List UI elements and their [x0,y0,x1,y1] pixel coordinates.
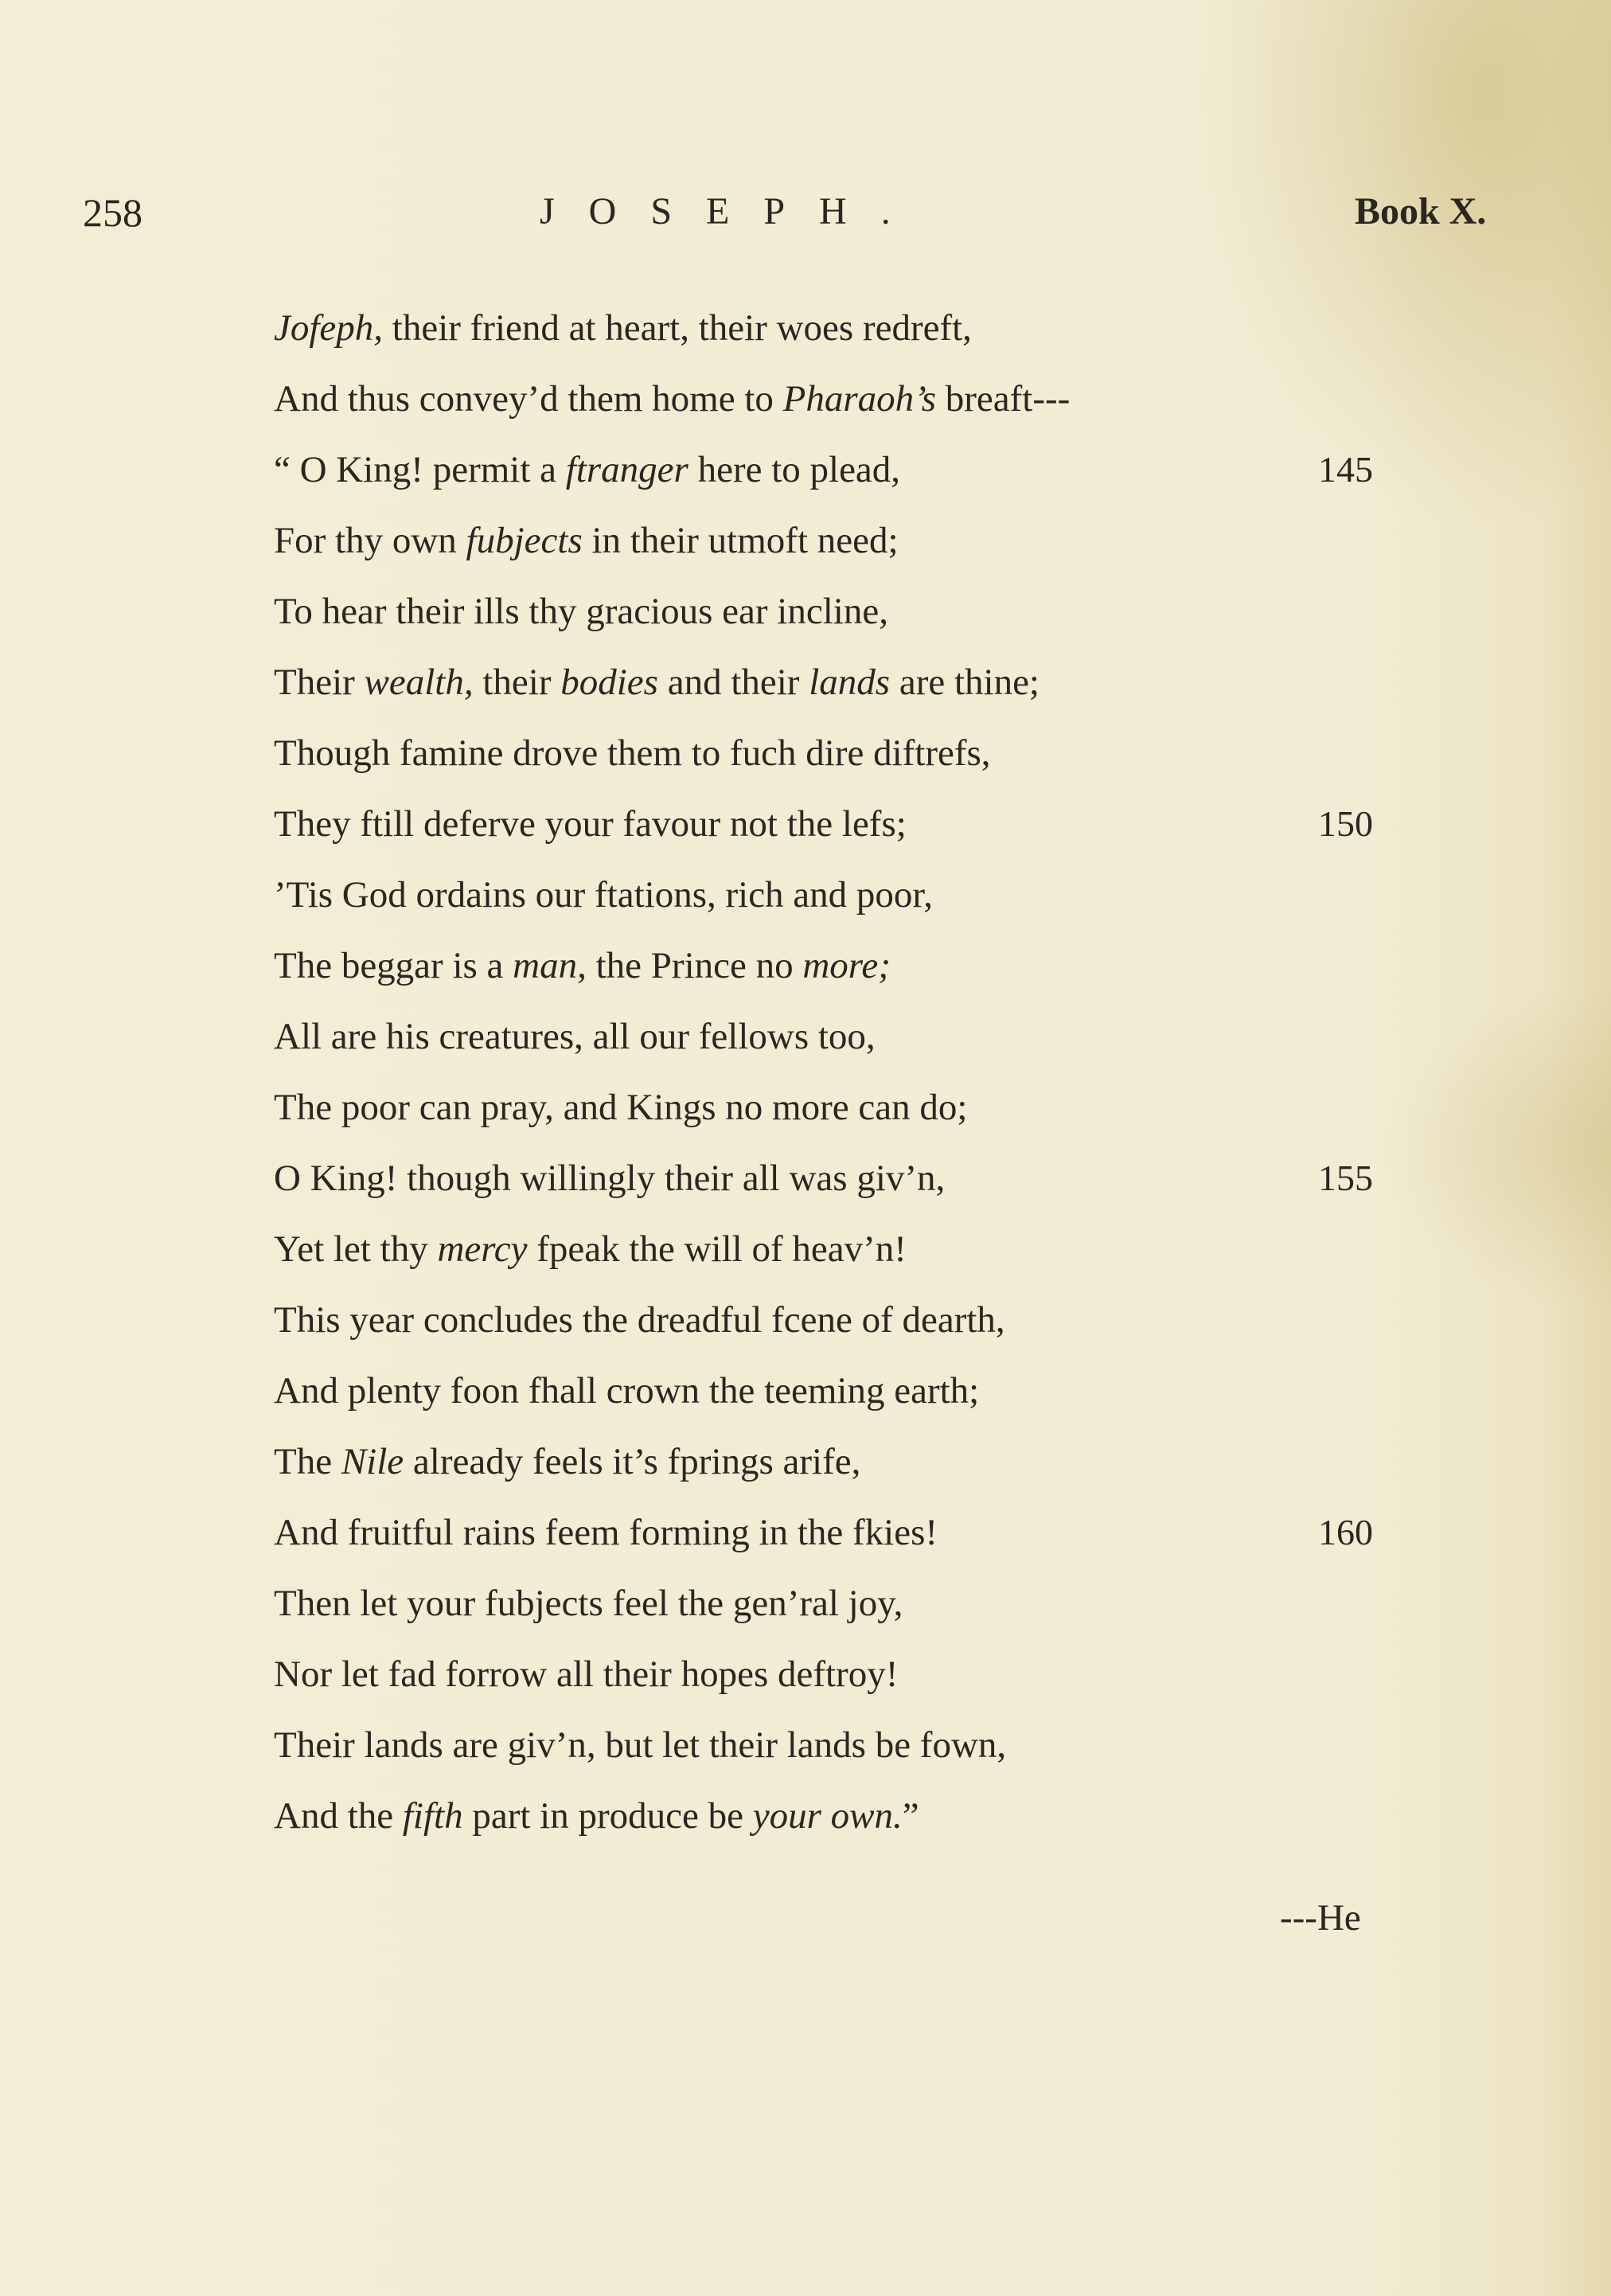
verse-text: And thus convey’d them home to [274,378,783,420]
verse-text: Then let your fubjects feel the gen’ral joy, [274,1583,903,1624]
verse-text: Though famine drove them to fuch dire diftrefs, [274,732,991,774]
verse-text: And fruitful rains feem forming in the fkies! [274,1512,938,1553]
italic-text: man, [513,945,587,986]
italic-text: lands [809,662,891,703]
verse-text: O King! though willingly their all was giv’n, [274,1158,946,1199]
verse-line [274,588,1388,658]
line-number: 150 [1318,803,1373,844]
verse-text: Their lands are giv’n, but let their lands be fown, [274,1724,1007,1766]
verse-line [274,942,1388,1013]
verse-line [274,1579,1388,1650]
verse-line [274,1509,1388,1579]
italic-text: bodies [560,662,658,703]
verse-text: Yet let thy [274,1228,438,1270]
verse-line [274,375,1388,446]
catchword: ---He [1280,1897,1361,1939]
verse-line [274,517,1388,588]
verse-line [274,800,1388,871]
verse-text: And the [274,1795,403,1837]
verse-text: their friend at heart, their woes redreft, [383,307,972,349]
verse-text: their [473,662,561,703]
verse-text: part in produce be [462,1795,753,1837]
verse-line [274,871,1388,942]
verse-text: in their utmoft need; [582,520,899,561]
verse-text: are thine; [890,662,1040,703]
italic-text: wealth, [364,662,474,703]
verse-line [274,1225,1388,1296]
verse-text: The [274,1441,341,1482]
verse-line [274,1650,1388,1721]
verse-line [274,1438,1388,1509]
page-header [0,189,1611,253]
italic-text: Jofeph, [274,307,384,349]
verse-text: This year concludes the dreadful fcene of dearth, [274,1299,1005,1341]
verse-text: The beggar is a [274,945,513,986]
verse-text: and their [657,662,809,703]
line-number: 145 [1318,449,1373,490]
line-number: 160 [1318,1512,1373,1552]
verse-line [274,446,1388,517]
verse-line [274,304,1388,375]
running-title: JOSEPH. [540,190,925,232]
verse-text: ’Tis God ordains our ftations, rich and poor, [274,874,933,916]
verse-text: here to plead, [688,449,901,490]
verse-line [274,1721,1388,1792]
verse-line [274,1367,1388,1438]
verse-line [274,1013,1388,1084]
verse-text: The poor can pray, and Kings no more can do; [274,1087,968,1128]
verse-text: fpeak the will of heav’n! [527,1228,907,1270]
verse-line [274,729,1388,800]
verse-line [274,1792,1388,1863]
line-number: 155 [1318,1158,1373,1198]
verse-text: Their [274,662,365,703]
verse-line [274,1154,1388,1225]
page-number: 258 [83,190,142,235]
italic-text: ftranger [565,449,688,490]
verse-line [274,658,1388,729]
verse-text: already feels it’s fprings arife, [404,1441,861,1482]
verse-line [274,1084,1388,1154]
book-label: Book X. [1355,190,1487,232]
verse-text: To hear their ills thy gracious ear incline, [274,591,888,632]
italic-text: Pharaoh’s [782,378,937,420]
verse-text: the Prince no [586,945,803,986]
italic-text: mercy [437,1228,528,1270]
verse-text: And plenty foon fhall crown the teeming earth; [274,1370,980,1412]
italic-text: fifth [402,1795,463,1837]
italic-text: Nile [341,1441,404,1482]
italic-text: more; [802,945,891,986]
verse-line [274,1296,1388,1367]
verse-text: ” [902,1795,919,1837]
verse-text: “ O King! permit a [274,449,566,490]
italic-text: your own. [752,1795,903,1837]
verse-text: They ftill deferve your favour not the lefs; [274,803,907,845]
verse-text: Nor let fad forrow all their hopes deftroy! [274,1654,899,1695]
verse-text: All are his creatures, all our fellows too, [274,1016,876,1057]
italic-text: fubjects [466,520,583,561]
verse-text: breaft--- [936,378,1071,420]
poem-text [274,304,1388,1863]
verse-text: For thy own [274,520,466,561]
